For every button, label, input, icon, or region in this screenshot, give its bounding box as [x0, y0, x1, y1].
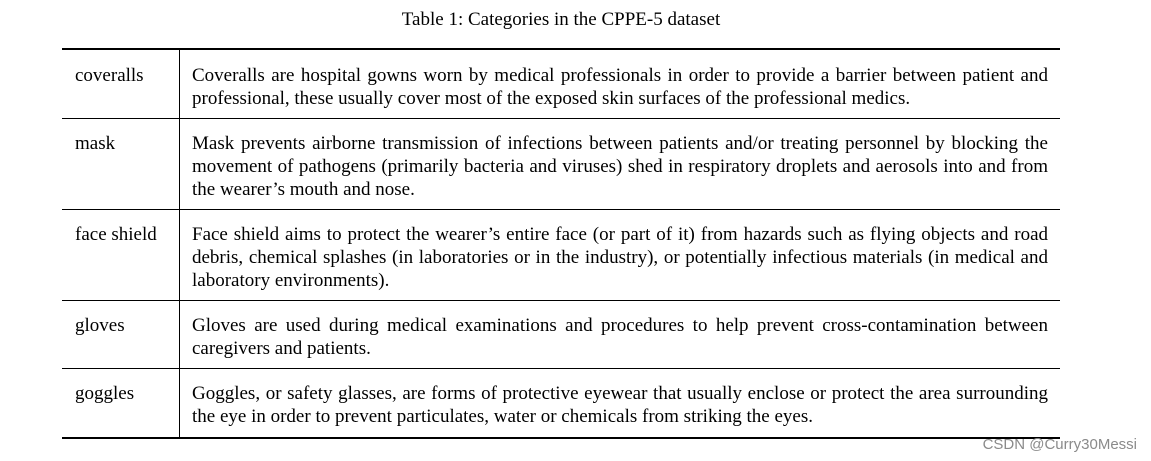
category-cell: mask [62, 119, 180, 209]
description-cell: Gloves are used during medical examinations and procedures to help prevent cross-contamination between caregivers and patients. [192, 315, 1048, 359]
description-cell: Coveralls are hospital gowns worn by medical professionals in order to provide a barrier between patient and professional, these usually cover most of the exposed skin surfaces of the professional medics. [192, 65, 1048, 109]
description-cell: Mask prevents airborne transmission of infections between patients and/or treating personnel by blocking the movement of pathogens (primarily bacteria and viruses) shed in respiratory droplets and aerosols into and from the wearer’s mouth and nose. [192, 133, 1048, 200]
description-cell: Face shield aims to protect the wearer’s entire face (or part of it) from hazards such as flying objects and road debris, chemical splashes (in laboratories or in the industry), or potentially infectious materials (in medical and laboratory environments). [192, 224, 1048, 291]
category-cell: goggles [62, 369, 180, 437]
description-cell: Goggles, or safety glasses, are forms of protective eyewear that usually enclose or protect the area surrounding the eye in order to prevent particulates, water or chemicals from striking the eyes. [192, 383, 1048, 427]
table-row [62, 300, 1060, 368]
category-cell: coveralls [62, 50, 180, 118]
table-row [62, 50, 1060, 118]
table-row [62, 209, 1060, 300]
table-caption: Table 1: Categories in the CPPE-5 dataset [401, 9, 721, 30]
table-row [62, 368, 1060, 437]
category-cell: gloves [62, 301, 180, 368]
category-cell: face shield [62, 210, 180, 300]
categories-table [62, 48, 1060, 439]
watermark: CSDN @Curry30Messi [982, 436, 1137, 453]
table-row [62, 118, 1060, 209]
